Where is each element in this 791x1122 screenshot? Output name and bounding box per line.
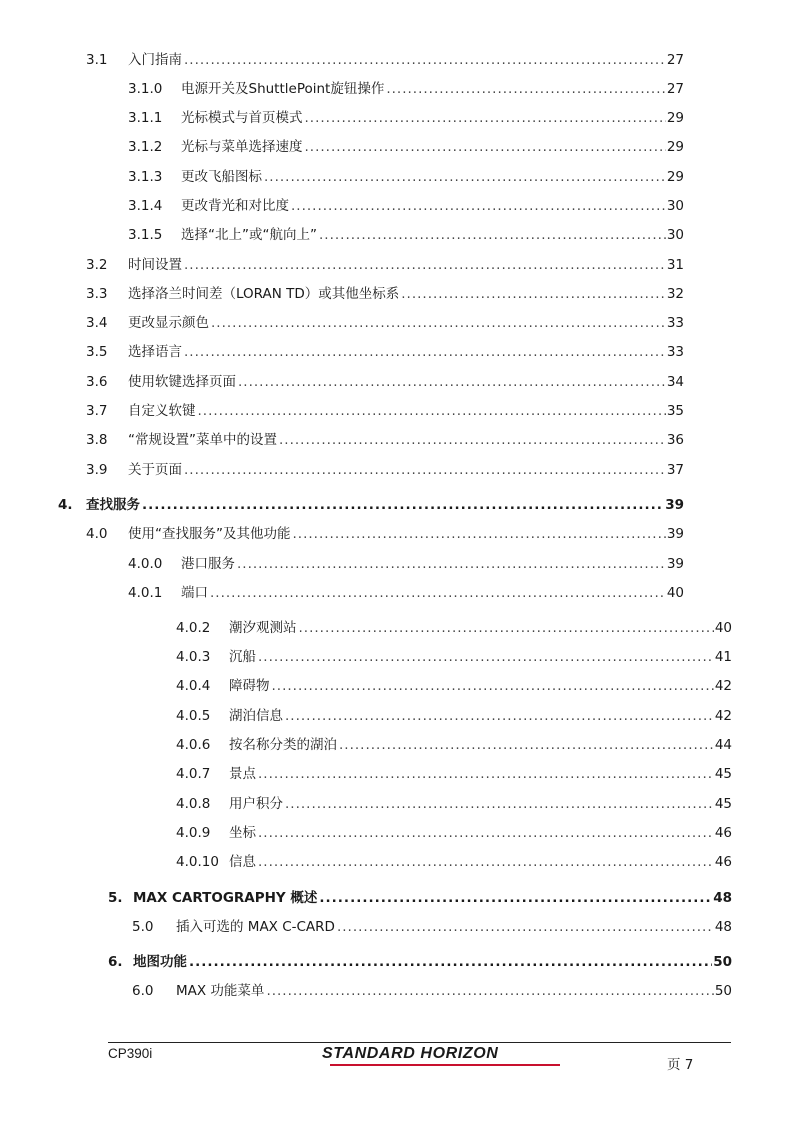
toc-entry-title: 使用软键选择页面 xyxy=(128,374,236,390)
toc-entry-number: 3.1.4 xyxy=(128,198,163,214)
toc-entry-title: 更改显示颜色 xyxy=(128,315,209,331)
toc-entry-page: 45 xyxy=(714,796,732,812)
toc-entry-number: 4.0.1 xyxy=(128,585,163,601)
toc-entry-number: 4.0.10 xyxy=(176,854,219,870)
toc-entry-title: “常规设置”菜单中的设置 xyxy=(128,432,277,448)
toc-entry-page: 29 xyxy=(666,110,684,126)
toc-entry[interactable] xyxy=(58,496,684,514)
toc-entry-number: 6. xyxy=(108,954,123,970)
toc-entry-page: 37 xyxy=(666,462,684,478)
toc-dot-leader xyxy=(319,226,666,244)
toc-entry[interactable] xyxy=(176,619,732,637)
toc-entry-title: 光标与菜单选择速度 xyxy=(181,139,303,155)
toc-entry-number: 3.2 xyxy=(86,257,108,273)
toc-dot-leader xyxy=(210,584,666,602)
toc-entry-title: 电源开关及ShuttlePoint旋钮操作 xyxy=(181,81,385,97)
toc-entry-title: 选择“北上”或“航向上” xyxy=(181,227,317,243)
toc-entry-number: 3.4 xyxy=(86,315,108,331)
toc-entry[interactable] xyxy=(176,795,732,813)
toc-entry-page: 39 xyxy=(665,497,684,513)
toc-dot-leader xyxy=(305,138,666,156)
toc-entry-title: 使用“查找服务”及其他功能 xyxy=(128,526,291,542)
toc-entry-title: 更改飞船图标 xyxy=(181,169,262,185)
toc-entry[interactable] xyxy=(128,168,684,186)
toc-entry-title: 湖泊信息 xyxy=(229,708,283,724)
toc-entry-number: 3.6 xyxy=(86,374,108,390)
toc-entry-number: 4.0.4 xyxy=(176,678,211,694)
toc-entry-page: 48 xyxy=(714,919,732,935)
toc-dot-leader xyxy=(184,256,666,274)
toc-entry-title: 选择洛兰时间差（LORAN TD）或其他坐标系 xyxy=(128,286,400,302)
toc-entry-number: 4.0 xyxy=(86,526,108,542)
toc-entry-page: 36 xyxy=(666,432,684,448)
toc-entry-title: 入门指南 xyxy=(128,52,182,68)
toc-entry-number: 4.0.7 xyxy=(176,766,211,782)
toc-entry-number: 3.1.0 xyxy=(128,81,163,97)
toc-dot-leader xyxy=(279,431,666,449)
toc-entry[interactable] xyxy=(86,343,684,361)
toc-entry-title: 地图功能 xyxy=(133,954,187,970)
toc-dot-leader xyxy=(305,109,666,127)
toc-entry-title: 港口服务 xyxy=(181,556,235,572)
toc-entry-page: 40 xyxy=(666,585,684,601)
toc-dot-leader xyxy=(291,197,666,215)
toc-dot-leader xyxy=(299,619,714,637)
toc-entry-page: 30 xyxy=(666,198,684,214)
toc-entry-number: 3.1 xyxy=(86,52,108,68)
toc-entry-number: 4.0.6 xyxy=(176,737,211,753)
toc-dot-leader xyxy=(264,168,666,186)
toc-entry-page: 50 xyxy=(714,983,732,999)
toc-dot-leader xyxy=(258,824,714,842)
toc-entry[interactable] xyxy=(108,953,732,971)
toc-dot-leader xyxy=(285,795,714,813)
toc-entry[interactable] xyxy=(176,736,732,754)
toc-entry[interactable] xyxy=(128,555,684,573)
toc-entry[interactable] xyxy=(176,707,732,725)
toc-entry-number: 3.3 xyxy=(86,286,108,302)
toc-entry[interactable] xyxy=(86,314,684,332)
toc-entry-number: 3.1.1 xyxy=(128,110,163,126)
footer-page-number: 页 7 xyxy=(667,1057,694,1073)
toc-dot-leader xyxy=(285,707,714,725)
toc-entry-page: 41 xyxy=(714,649,732,665)
toc-entry-page: 39 xyxy=(666,526,684,542)
toc-entry-number: 4.0.8 xyxy=(176,796,211,812)
toc-entry-title: 潮汐观测站 xyxy=(229,620,297,636)
toc-entry-title: 沉船 xyxy=(229,649,256,665)
toc-entry[interactable] xyxy=(86,461,684,479)
toc-entry[interactable] xyxy=(132,982,732,1000)
toc-entry-title: 插入可选的 MAX C-CARD xyxy=(176,919,335,935)
toc-entry[interactable] xyxy=(128,80,684,98)
toc-entry-page: 40 xyxy=(714,620,732,636)
toc-dot-leader xyxy=(142,496,664,514)
toc-entry-page: 46 xyxy=(714,854,732,870)
toc-dot-leader xyxy=(339,736,714,754)
toc-entry-title: 信息 xyxy=(229,854,256,870)
toc-entry[interactable] xyxy=(128,138,684,156)
toc-entry-title: 关于页面 xyxy=(128,462,182,478)
toc-dot-leader xyxy=(237,555,666,573)
toc-dot-leader xyxy=(319,889,712,907)
toc-entry-page: 46 xyxy=(714,825,732,841)
toc-dot-leader xyxy=(258,853,714,871)
toc-entry[interactable] xyxy=(86,373,684,391)
toc-entry-title: 更改背光和对比度 xyxy=(181,198,289,214)
footer-model-name: CP390i xyxy=(108,1046,153,1061)
toc-entry-title: 自定义软键 xyxy=(128,403,196,419)
toc-entry[interactable] xyxy=(176,648,732,666)
footer-divider xyxy=(108,1042,731,1043)
toc-entry-title: 端口 xyxy=(181,585,208,601)
toc-entry-title: 时间设置 xyxy=(128,257,182,273)
toc-entry-page: 42 xyxy=(714,678,732,694)
toc-dot-leader xyxy=(184,343,666,361)
toc-dot-leader xyxy=(184,51,666,69)
toc-dot-leader xyxy=(401,285,666,303)
toc-entry[interactable] xyxy=(176,824,732,842)
toc-entry-title: 用户积分 xyxy=(229,796,283,812)
toc-entry-title: MAX CARTOGRAPHY 概述 xyxy=(133,890,318,906)
toc-entry[interactable] xyxy=(132,918,732,936)
toc-entry-page: 45 xyxy=(714,766,732,782)
toc-entry-page: 42 xyxy=(714,708,732,724)
toc-entry-number: 4. xyxy=(58,497,73,513)
toc-dot-leader xyxy=(272,677,714,695)
toc-entry-number: 4.0.0 xyxy=(128,556,163,572)
toc-entry[interactable] xyxy=(128,584,684,602)
toc-entry-page: 30 xyxy=(666,227,684,243)
toc-dot-leader xyxy=(258,648,714,666)
toc-entry-number: 3.1.5 xyxy=(128,227,163,243)
toc-entry-page: 35 xyxy=(666,403,684,419)
toc-dot-leader xyxy=(184,461,666,479)
toc-dot-leader xyxy=(211,314,666,332)
toc-dot-leader xyxy=(337,918,714,936)
toc-dot-leader xyxy=(266,982,713,1000)
toc-entry-number: 3.1.3 xyxy=(128,169,163,185)
toc-entry-title: 光标模式与首页模式 xyxy=(181,110,303,126)
toc-entry[interactable] xyxy=(86,256,684,274)
toc-entry[interactable] xyxy=(86,402,684,420)
toc-entry-title: 选择语言 xyxy=(128,344,182,360)
toc-entry[interactable] xyxy=(86,51,684,69)
toc-dot-leader xyxy=(293,525,666,543)
toc-dot-leader xyxy=(258,765,714,783)
toc-entry[interactable] xyxy=(86,431,684,449)
toc-entry-page: 50 xyxy=(713,954,732,970)
toc-entry-number: 4.0.2 xyxy=(176,620,211,636)
toc-entry[interactable] xyxy=(86,525,684,543)
toc-entry-page: 27 xyxy=(666,81,684,97)
toc-dot-leader xyxy=(238,373,666,391)
toc-entry-page: 27 xyxy=(666,52,684,68)
toc-entry-title: MAX 功能菜单 xyxy=(176,983,265,999)
toc-entry-page: 32 xyxy=(666,286,684,302)
toc-entry-number: 6.0 xyxy=(132,983,154,999)
toc-dot-leader xyxy=(386,80,665,98)
toc-entry-page: 48 xyxy=(713,890,732,906)
toc-entry-number: 3.5 xyxy=(86,344,108,360)
toc-entry-number: 3.1.2 xyxy=(128,139,163,155)
toc-dot-leader xyxy=(198,402,666,420)
toc-entry-number: 4.0.9 xyxy=(176,825,211,841)
toc-entry-page: 29 xyxy=(666,169,684,185)
toc-entry-number: 4.0.5 xyxy=(176,708,211,724)
toc-entry-number: 4.0.3 xyxy=(176,649,211,665)
toc-entry-title: 景点 xyxy=(229,766,256,782)
toc-entry[interactable] xyxy=(128,197,684,215)
toc-entry-title: 坐标 xyxy=(229,825,256,841)
toc-entry[interactable] xyxy=(176,853,732,871)
toc-entry[interactable] xyxy=(108,889,732,907)
toc-entry-page: 31 xyxy=(666,257,684,273)
footer-brand-logo: STANDARD HORIZON xyxy=(322,1045,499,1062)
toc-entry[interactable] xyxy=(176,765,732,783)
footer-brand-underline xyxy=(330,1064,560,1066)
toc-dot-leader xyxy=(189,953,712,971)
toc-entry[interactable] xyxy=(128,109,684,127)
toc-entry-page: 33 xyxy=(666,344,684,360)
toc-entry-page: 34 xyxy=(666,374,684,390)
toc-entry[interactable] xyxy=(176,677,732,695)
toc-entry-number: 3.9 xyxy=(86,462,108,478)
toc-entry-title: 按名称分类的湖泊 xyxy=(229,737,337,753)
toc-entry-title: 障碍物 xyxy=(229,678,270,694)
toc-entry-page: 33 xyxy=(666,315,684,331)
toc-entry[interactable] xyxy=(86,285,684,303)
toc-entry-page: 39 xyxy=(666,556,684,572)
toc-entry-page: 44 xyxy=(714,737,732,753)
toc-entry[interactable] xyxy=(128,226,684,244)
toc-entry-title: 查找服务 xyxy=(86,497,140,513)
toc-entry-number: 5.0 xyxy=(132,919,154,935)
toc-entry-number: 3.7 xyxy=(86,403,108,419)
toc-entry-page: 29 xyxy=(666,139,684,155)
toc-entry-number: 5. xyxy=(108,890,123,906)
toc-entry-number: 3.8 xyxy=(86,432,108,448)
